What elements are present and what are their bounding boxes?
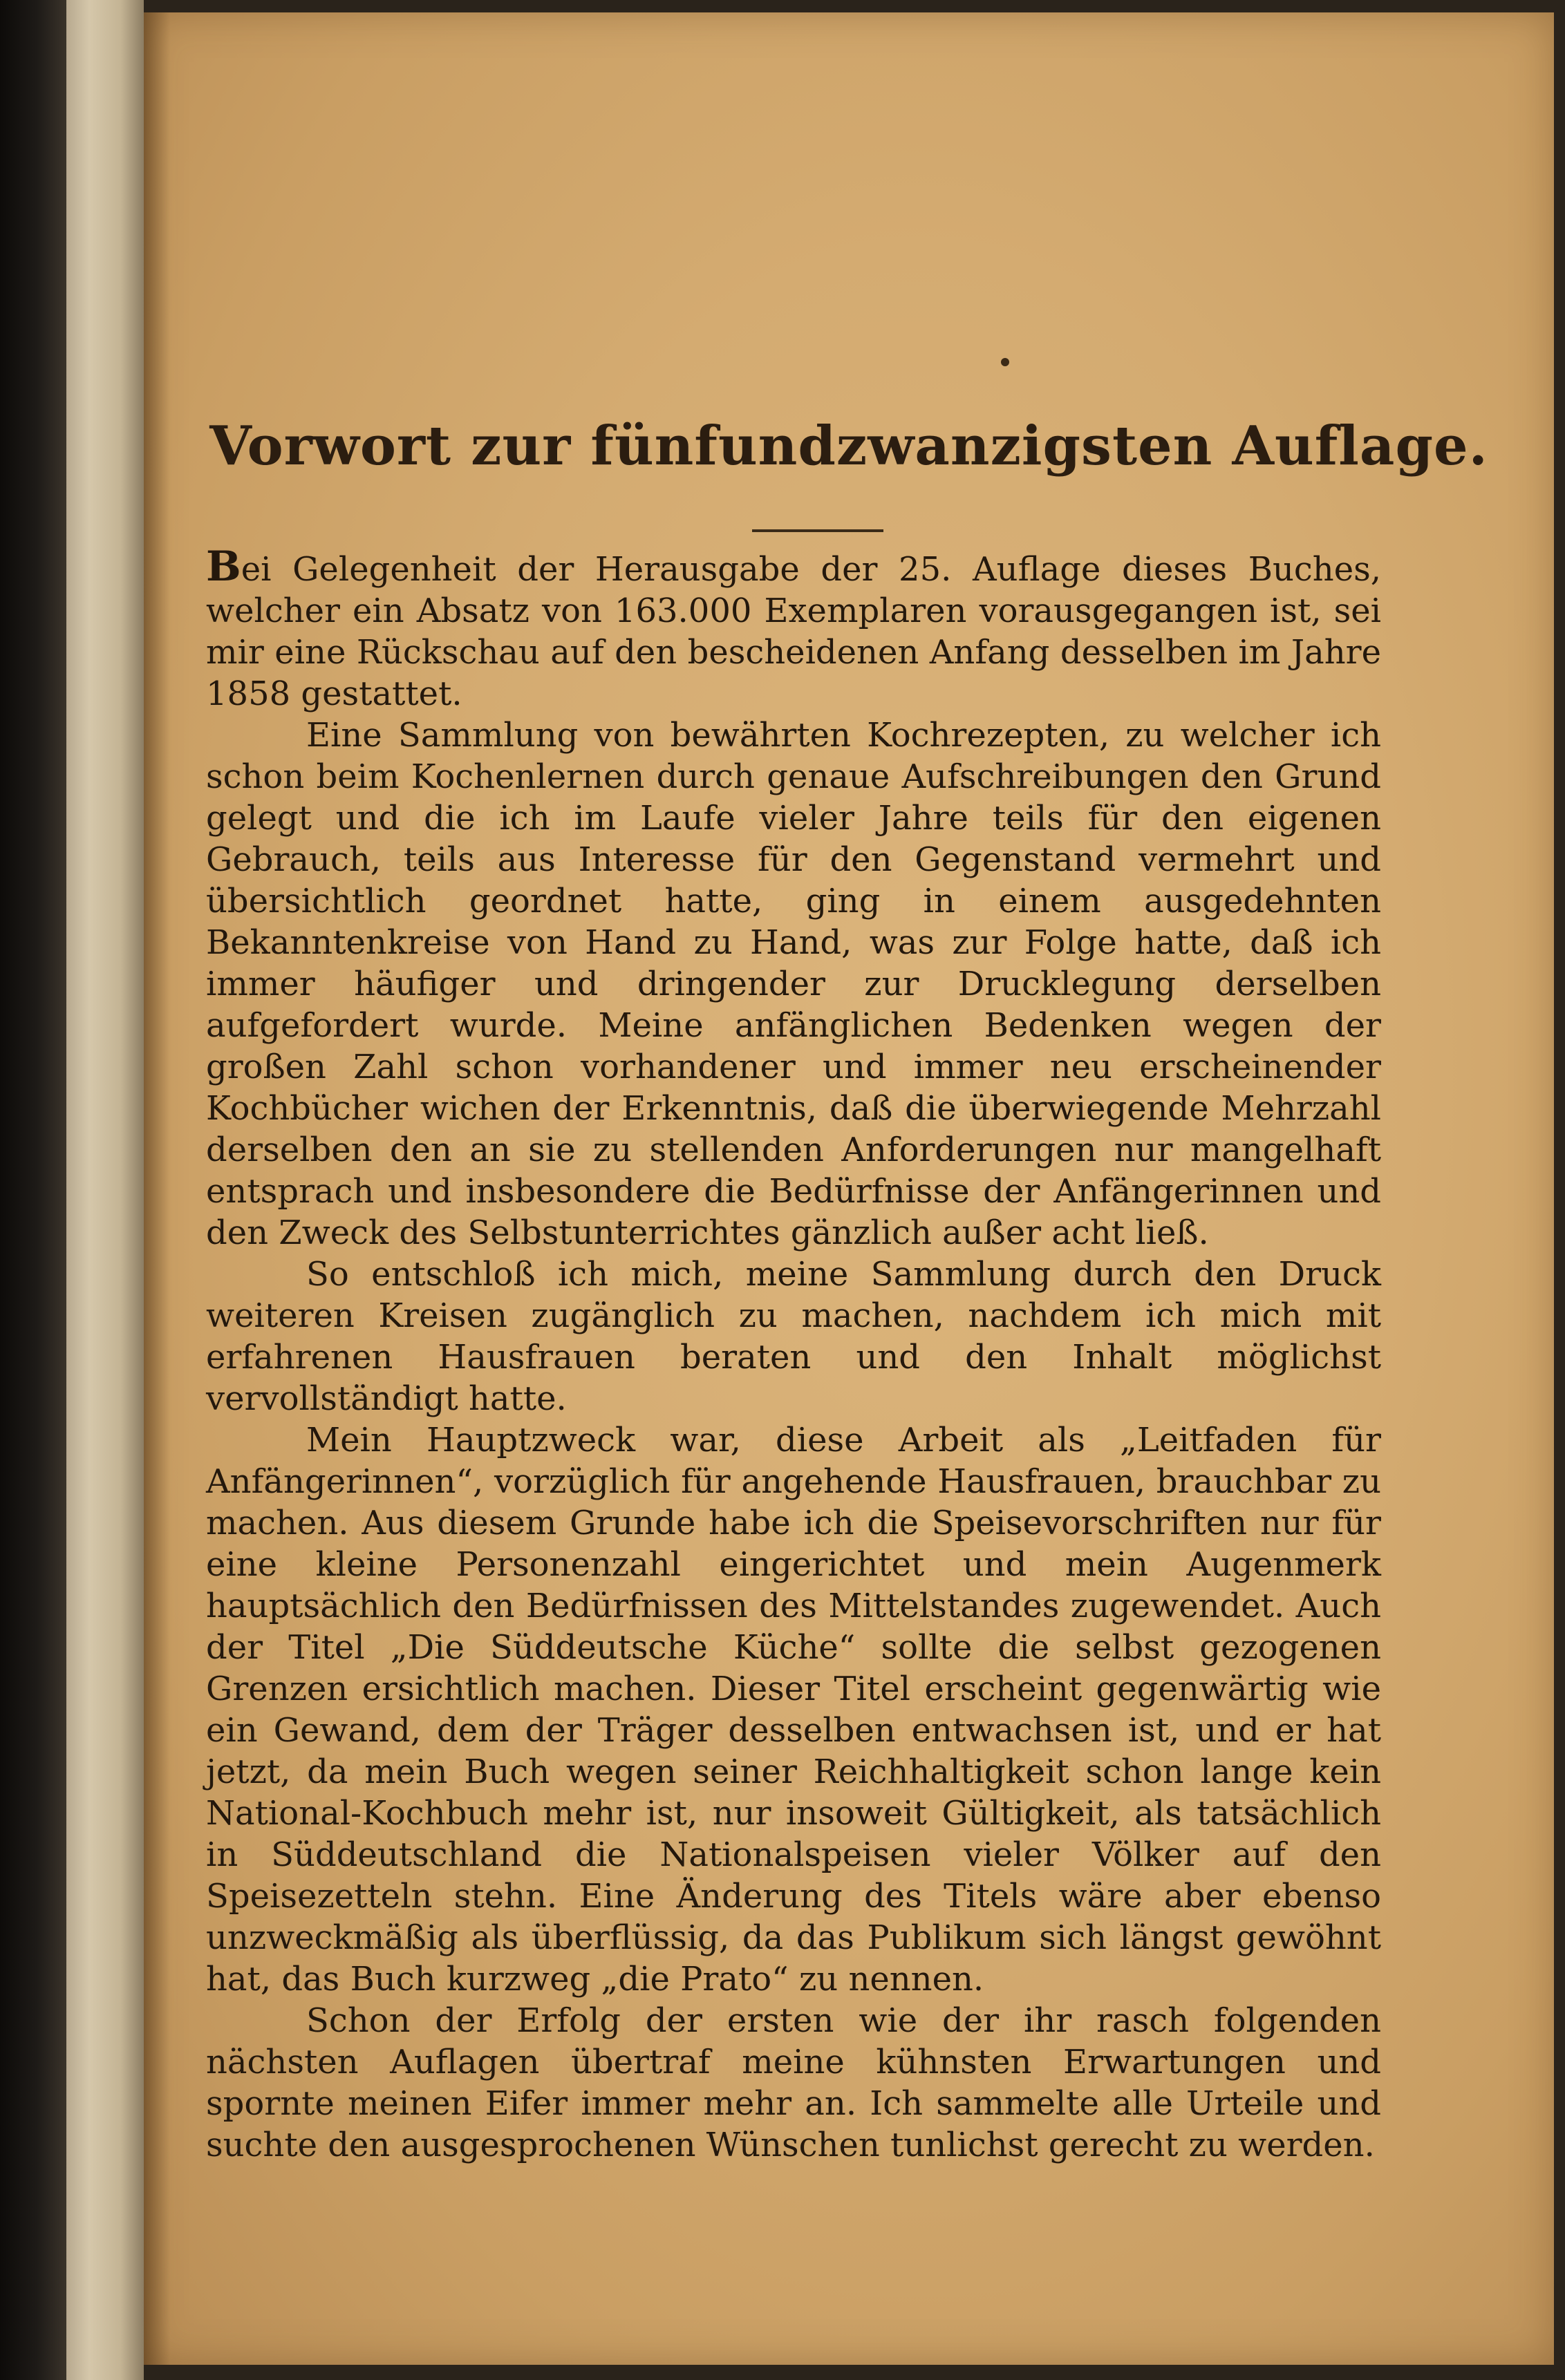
paper-page: [144, 12, 1554, 2365]
paragraph-3: So entschloß ich mich, meine Sammlung durch den Druck weiteren Kreisen zugänglich zu machen, nachdem ich mich mit erfahrenen Hausfrauen beraten und den Inhalt möglichst vervollständigt hatte.: [206, 1255, 1381, 1418]
paragraph-2: Eine Sammlung von bewährten Kochrezepten, zu welcher ich schon beim Kochenlernen durch genaue Aufschreibungen den Grund gelegt und die ich im Laufe vieler Jahre teils für den eigenen Gebrauch, teils aus Interesse für den Gegenstand vermehrt und übersichtlich geordnet hatte, ging in einem ausgedehnten Bekanntenkreise von Hand zu Hand, was zur Folge hatte, daß ich immer häufiger und dringender zur Drucklegung derselben aufgefordert wurde. Meine anfänglichen Bedenken wegen der großen Zahl schon vorhandener und immer neu erscheinender Kochbücher wichen der Erkenntnis, daß die überwiegende Mehrzahl derselben den an sie zu stellenden Anforderungen nur mangelhaft entsprach und insbesondere die Bedürfnisse der Anfängerinnen und den Zweck des Selbstunterrichtes gänzlich außer acht ließ.: [206, 716, 1381, 1252]
cover-board-strip: [66, 0, 144, 2380]
title-divider-rule: [752, 529, 883, 532]
preface-body: [206, 542, 1381, 2166]
preface-title: Vorwort zur fünfundzwanzigsten Auflage.: [209, 415, 1488, 478]
paragraph-5: Schon der Erfolg der ersten wie der ihr rasch folgenden nächsten Auflagen übertraf meine kühnsten Erwartungen und spornte meinen Eifer immer mehr an. Ich sammelte alle Urteile und suchte den ausgesprochenen Wünschen tunlichst gerecht zu werden.: [206, 2001, 1381, 2164]
page-gutter-shadow: [144, 12, 170, 2365]
ink-spot: [1001, 358, 1009, 366]
paragraph-4: Mein Hauptzweck war, diese Arbeit als „Leitfaden für Anfängerinnen“, vorzüglich für angehende Hausfrauen, brauchbar zu machen. Aus diesem Grunde habe ich die Speisevorschriften nur für eine kleine Personenzahl eingerichtet und mein Augenmerk hauptsächlich den Bedürfnissen des Mittelstandes zugewendet. Auch der Titel „Die Süddeutsche Küche“ sollte die selbst gezogenen Grenzen ersichtlich machen. Dieser Titel erscheint gegenwärtig wie ein Gewand, dem der Träger desselben entwachsen ist, und er hat jetzt, da mein Buch wegen seiner Reichhaltigkeit schon lange kein National-Kochbuch mehr ist, nur insoweit Gültigkeit, als tatsächlich in Süddeutschland die Nationalspeisen vieler Völker auf den Speisezetteln stehn. Eine Änderung des Titels wäre aber ebenso unzweckmäßig als überflüssig, da das Publikum sich längst gewöhnt hat, das Buch kurzweg „die Prato“ zu nennen.: [206, 1421, 1381, 1999]
book-binding-edge: [0, 0, 66, 2380]
paragraph-1: Bei Gelegenheit der Herausgabe der 25. Auflage dieses Buches, welcher ein Absatz von 163.000 Exemplaren vorausgegangen ist, sei mir eine Rückschau auf den bescheidenen Anfang desselben im Jahre 1858 gestattet.: [206, 542, 1381, 713]
